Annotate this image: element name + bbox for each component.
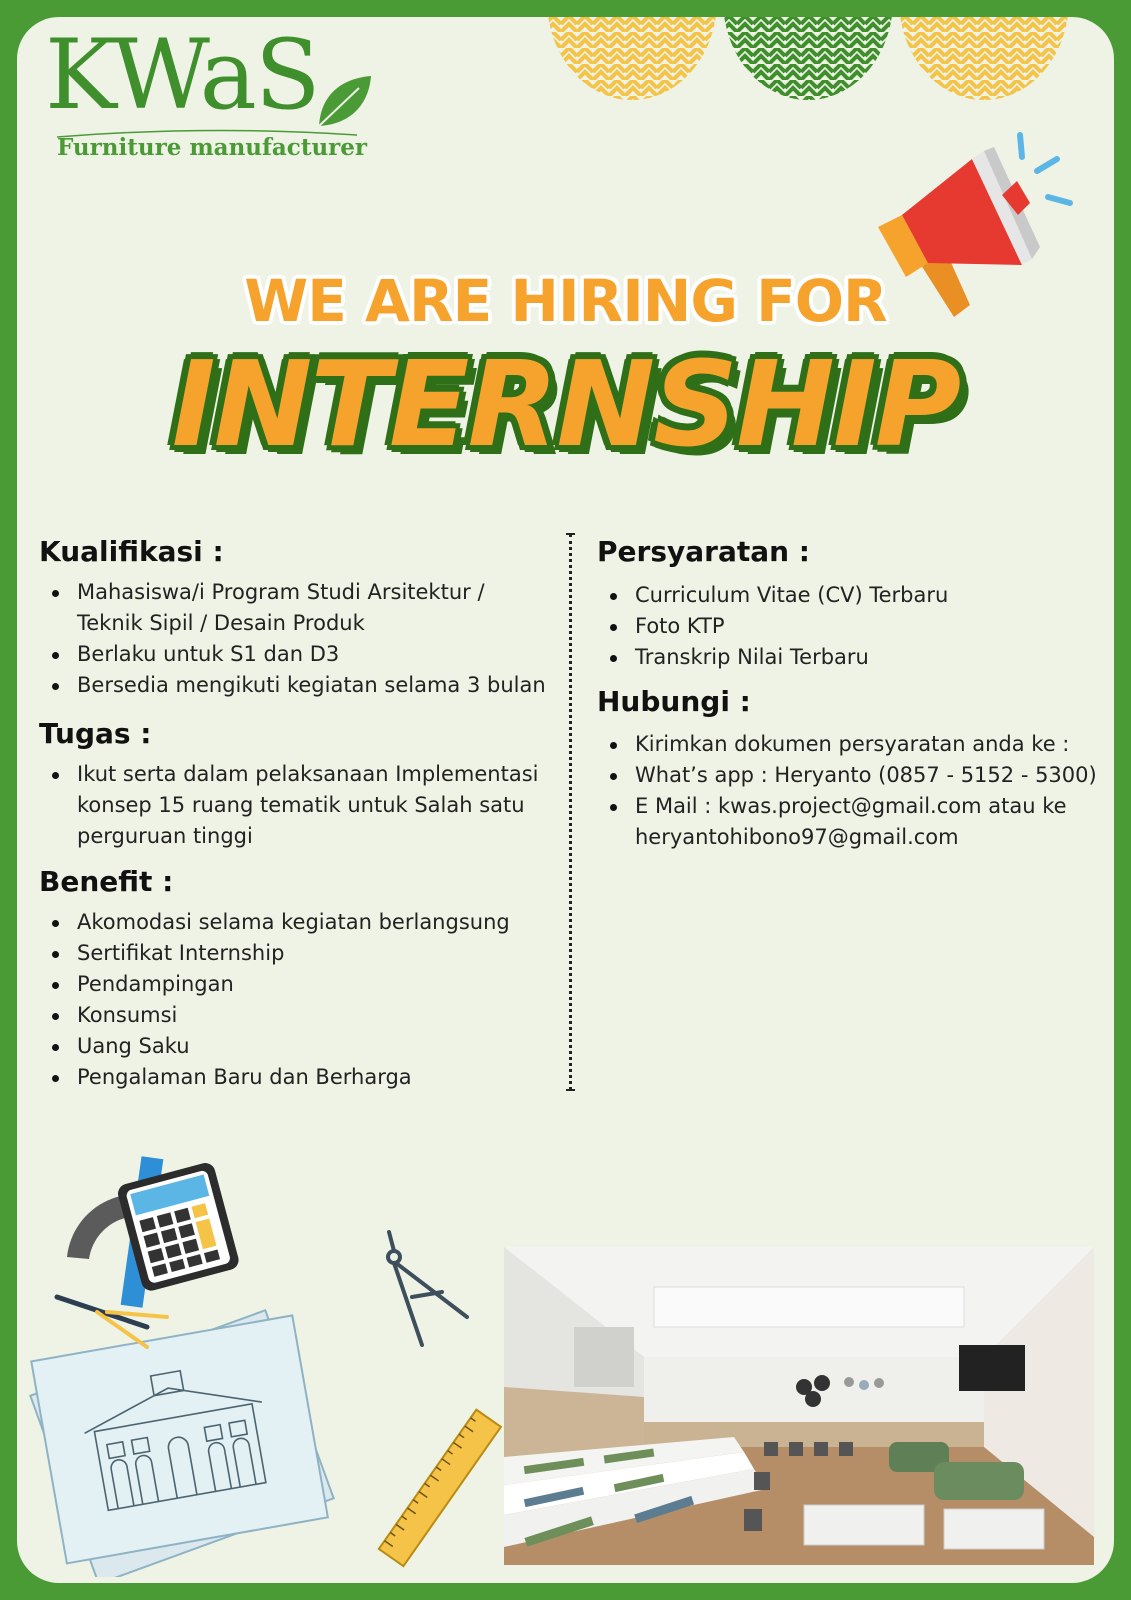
architecture-tools-illustration	[27, 1147, 517, 1577]
list-item: Pengalaman Baru dan Berharga	[39, 1062, 549, 1093]
list-item: Akomodasi selama kegiatan berlangsung	[39, 907, 549, 938]
list-item: Ikut serta dalam pelaksanaan Implementasi konsep 15 ruang tematik untuk Salah satu perguruan tinggi	[39, 759, 549, 852]
benefit-list	[39, 907, 549, 1093]
tugas-list	[39, 759, 549, 852]
benefit-heading: Benefit :	[39, 865, 174, 898]
list-item: Pendampingan	[39, 969, 549, 1000]
interior-room-photo	[504, 1247, 1094, 1565]
list-item: Konsumsi	[39, 1000, 549, 1031]
list-item: What’s app : Heryanto (0857 - 5152 - 5300)	[597, 760, 1097, 791]
kualifikasi-heading: Kualifikasi :	[39, 535, 224, 568]
headline-hiring: WE ARE HIRING FOR	[244, 267, 887, 335]
list-item: E Mail : kwas.project@gmail.com atau ke heryantohibono97@gmail.com	[597, 791, 1097, 853]
list-item: Sertifikat Internship	[39, 938, 549, 969]
list-item: Curriculum Vitae (CV) Terbaru	[597, 580, 1097, 611]
hubungi-heading: Hubungi :	[597, 685, 751, 718]
blueprint-drawing	[30, 1310, 333, 1577]
list-item: Bersedia mengikuti kegiatan selama 3 bulan	[39, 670, 549, 701]
brand-logo: KWaS	[45, 19, 319, 131]
poster-card	[17, 17, 1114, 1583]
decorative-chevrons	[545, 17, 1075, 100]
brand-tagline: Furniture manufacturer	[57, 134, 368, 161]
list-item: Berlaku untuk S1 dan D3	[39, 639, 549, 670]
list-item: Kirimkan dokumen persyaratan anda ke :	[597, 729, 1097, 760]
drafting-compass-icon	[388, 1232, 467, 1345]
persyaratan-list	[597, 580, 1097, 673]
column-divider	[569, 534, 572, 1090]
kualifikasi-list	[39, 577, 549, 701]
ruler-icon	[379, 1410, 501, 1566]
list-item: Mahasiswa/i Program Studi Arsitektur / Teknik Sipil / Desain Produk	[39, 577, 549, 639]
persyaratan-heading: Persyaratan :	[597, 535, 810, 568]
headline-internship: INTERNSHIP	[171, 335, 960, 473]
hubungi-list	[597, 729, 1097, 853]
leaf-icon	[315, 72, 375, 132]
tugas-heading: Tugas :	[39, 717, 152, 750]
list-item: Foto KTP	[597, 611, 1097, 642]
list-item: Uang Saku	[39, 1031, 549, 1062]
list-item: Transkrip Nilai Terbaru	[597, 642, 1097, 673]
